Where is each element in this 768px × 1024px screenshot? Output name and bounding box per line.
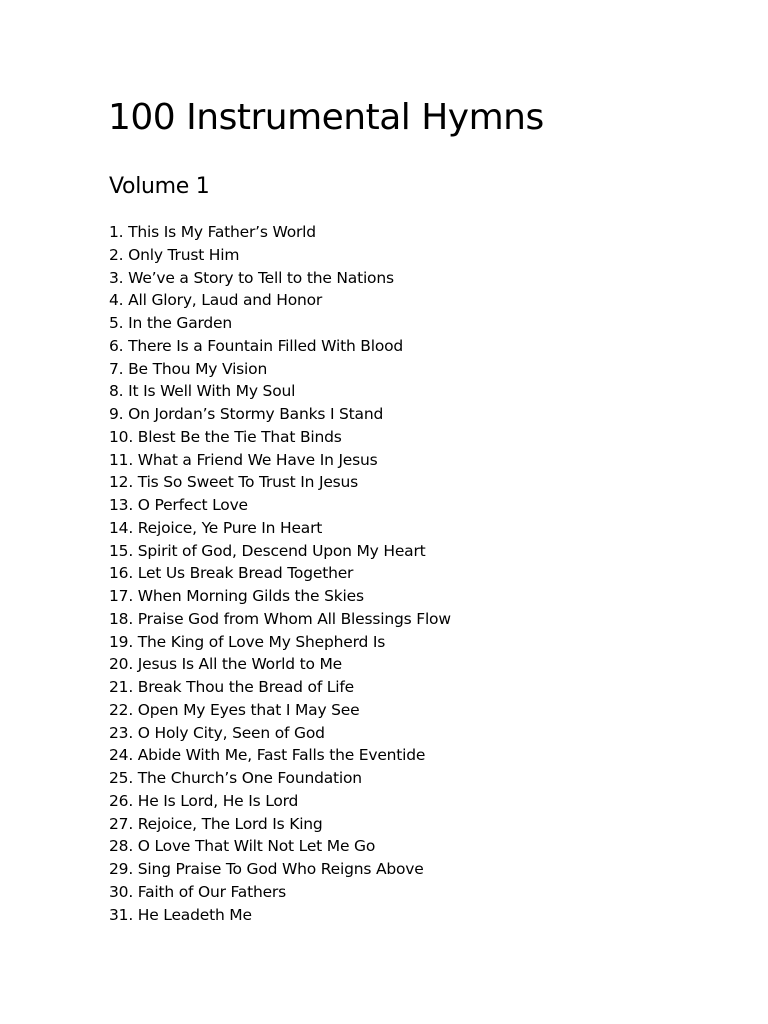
hymn-list-item: 22. Open My Eyes that I May See xyxy=(109,700,360,719)
hymn-list-item: 23. O Holy City, Seen of God xyxy=(109,723,325,742)
hymn-list-item: 24. Abide With Me, Fast Falls the Eventide xyxy=(109,746,426,765)
hymn-list-item: 6. There Is a Fountain Filled With Blood xyxy=(109,336,404,355)
hymn-list-item: 12. Tis So Sweet To Trust In Jesus xyxy=(109,473,359,492)
hymn-list-item: 2. Only Trust Him xyxy=(109,245,240,264)
hymn-list-item: 19. The King of Love My Shepherd Is xyxy=(109,632,386,651)
hymn-list-item: 25. The Church’s One Foundation xyxy=(109,769,362,787)
hymn-list-item: 21. Break Thou the Bread of Life xyxy=(109,678,354,696)
hymn-list-item: 16. Let Us Break Bread Together xyxy=(109,564,354,583)
hymn-list-item: 9. On Jordan’s Stormy Banks I Stand xyxy=(109,405,384,423)
hymn-list-item: 4. All Glory, Laud and Honor xyxy=(109,291,323,310)
volume-heading: Volume 1 xyxy=(109,174,210,199)
hymn-list-item: 27. Rejoice, The Lord Is King xyxy=(109,814,323,833)
hymn-list-item: 30. Faith of Our Fathers xyxy=(109,882,286,901)
hymn-list-item: 17. When Morning Gilds the Skies xyxy=(109,587,364,605)
hymn-list-item: 15. Spirit of God, Descend Upon My Heart xyxy=(109,541,426,560)
hymn-list-item: 10. Blest Be the Tie That Binds xyxy=(109,427,342,446)
hymn-list-item: 13. O Perfect Love xyxy=(109,496,248,514)
hymn-list-item: 26. He Is Lord, He Is Lord xyxy=(109,791,299,810)
hymn-list-item: 3. We’ve a Story to Tell to the Nations xyxy=(109,268,394,287)
hymn-list-item: 18. Praise God from Whom All Blessings Flow xyxy=(109,609,451,628)
hymn-list-item: 11. What a Friend We Have In Jesus xyxy=(109,450,378,469)
hymn-list-item: 8. It Is Well With My Soul xyxy=(109,382,296,401)
document-title: 100 Instrumental Hymns xyxy=(108,97,544,138)
hymn-list-item: 14. Rejoice, Ye Pure In Heart xyxy=(109,518,323,537)
hymn-list-item: 1. This Is My Father’s World xyxy=(109,223,316,241)
hymn-list-item: 28. O Love That Wilt Not Let Me Go xyxy=(109,837,376,856)
hymn-list-item: 29. Sing Praise To God Who Reigns Above xyxy=(109,860,424,878)
hymn-list-item: 7. Be Thou My Vision xyxy=(109,359,268,378)
hymn-list xyxy=(109,221,451,926)
hymn-list-item: 20. Jesus Is All the World to Me xyxy=(109,655,343,674)
hymn-list-item: 5. In the Garden xyxy=(109,314,233,332)
hymn-list-item: 31. He Leadeth Me xyxy=(109,905,252,924)
